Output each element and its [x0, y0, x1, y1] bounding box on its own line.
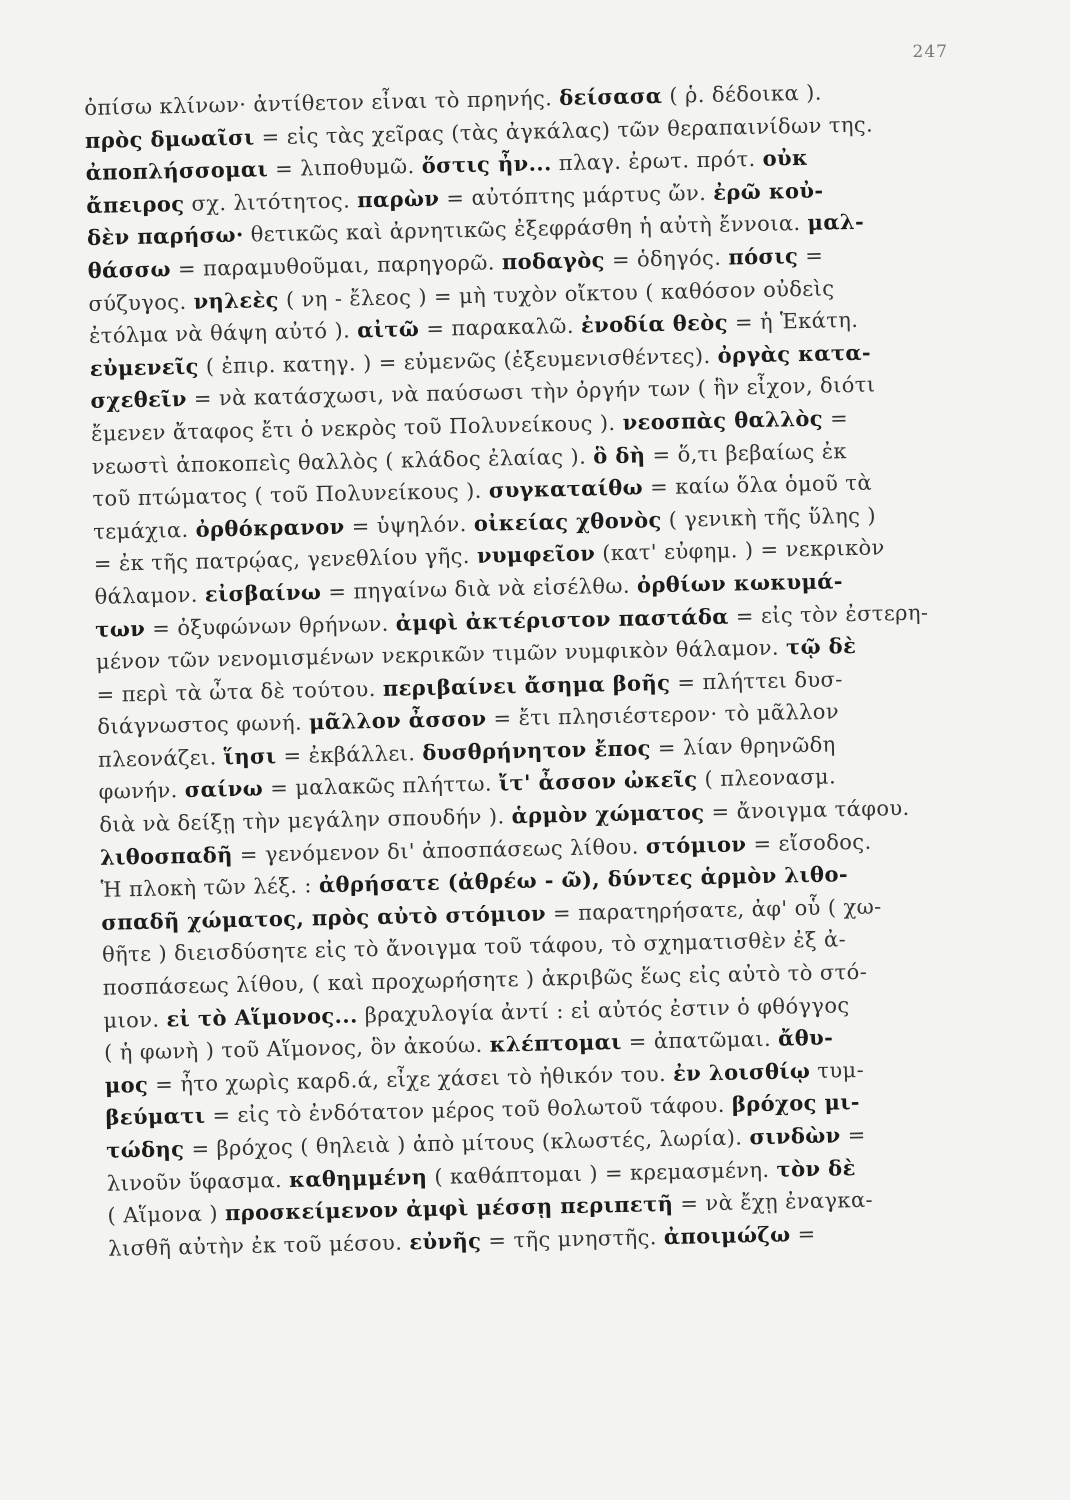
gloss-text: ( καθάπτομαι ) = κρεμασμένη.: [426, 1157, 777, 1189]
gloss-text: = πλήττει δυσ-: [670, 666, 844, 695]
gloss-text: φωνήν.: [98, 778, 185, 805]
lemma-term: ἐρῶ κοὐ-: [712, 177, 824, 205]
gloss-text: = ἡ Ἑκάτη.: [727, 307, 859, 335]
lemma-term: αἰτῶ: [356, 316, 420, 343]
lemma-term: προσκείμενον ἀμφὶ μέσσῃ περιπετῆ: [224, 1191, 674, 1226]
gloss-text: = λίαν θρηνῶδη: [650, 732, 836, 761]
lemma-term: δὲν παρήσω·: [86, 222, 244, 251]
lemma-term: παρὼν: [356, 185, 440, 213]
gloss-text: = τῆς μνηστῆς.: [481, 1224, 665, 1253]
gloss-text: = μαλακῶς πλήττω.: [262, 771, 500, 801]
gloss-text: μένον τῶν νενομισμένων νεκρικῶν τιμῶν νυμφικὸν θάλαμον.: [95, 635, 787, 674]
lemma-term: καθημμένη: [288, 1163, 428, 1192]
lemma-term: ἀποπλήσσομαι: [85, 156, 269, 186]
lemma-term: ὀργὰς κατα-: [717, 339, 872, 368]
lemma-term: ἀθρήσατε (ἀθρέω - ῶ), δύντες ἁρμὸν λιθο-: [318, 861, 849, 898]
gloss-text: βραχυλογία ἀντί : εἰ αὐτός ἐστιν ὁ φθόγγος: [357, 992, 850, 1028]
lemma-term: τῷ δὲ: [785, 633, 857, 660]
lemma-term: βεύματι: [105, 1103, 206, 1131]
lemma-term: ὅστις ἦν...: [421, 150, 552, 179]
gloss-text: ( ἐπιρ. κατηγ. ) = εὐμενῶς (ἐξευμενισθέντες).: [198, 343, 718, 379]
lemma-term: δείσασα: [558, 82, 663, 111]
gloss-text: σύζυγος.: [88, 289, 194, 316]
gloss-text: = παραμυθοῦμαι, παρηγορῶ.: [170, 250, 503, 282]
lemma-term: ἄπειρος: [86, 190, 185, 218]
gloss-text: = ὑψηλόν.: [344, 511, 475, 539]
lemma-term: οἰκείας χθονὸς: [473, 506, 662, 536]
gloss-text: = περὶ τὰ ὦτα δὲ τούτου.: [96, 676, 384, 707]
lemma-term: εὐμενεῖς: [89, 353, 199, 381]
lemma-term: ποδαγὸς: [501, 247, 606, 275]
lemma-term: σχεθεῖν: [90, 386, 188, 414]
gloss-text: τοῦ πτώματος ( τοῦ Πολυνείκους ).: [92, 478, 490, 512]
lemma-term: τώδης: [105, 1136, 185, 1163]
gloss-text: ( ῥ. δέδοικα ).: [662, 80, 823, 108]
lemma-term: ὀρθόκρανον: [195, 513, 345, 542]
gloss-text: ( πλεονασμ.: [697, 764, 837, 792]
gloss-text: μιον.: [103, 1007, 167, 1033]
gloss-text: = ὁδηγός.: [604, 245, 729, 273]
gloss-text: λινοῦν ὕφασμα.: [106, 1167, 290, 1196]
gloss-text: ἐτόλμα νὰ θάψη αὐτό ).: [88, 318, 358, 349]
gloss-text: ποσπάσεως λίθου, ( καὶ προχωρήσητε ) ἀκριβῶς ἕως εἰς αὐτὸ τὸ στό-: [102, 959, 868, 1000]
gloss-text: = νὰ ἔχῃ ἐναγκα-: [673, 1187, 874, 1217]
gloss-text: τεμάχια.: [92, 517, 196, 544]
gloss-text: = ἐκβάλλει.: [276, 740, 423, 768]
lemma-term: ὃ δὴ: [592, 441, 646, 468]
lemma-term: ἐν λοισθίῳ: [672, 1057, 811, 1086]
lemma-term: ἀμφὶ ἀκτέριστον παστάδα: [395, 603, 730, 636]
lemma-term: τὸν δὲ: [776, 1154, 856, 1182]
gloss-text: διάγνωστος φωνή.: [97, 710, 310, 740]
gloss-text: τυμ-: [810, 1057, 865, 1083]
gloss-text: = νὰ κατάσχωσι, νὰ παύσωσι τὴν ὀργήν των ( ἣν εἶχον, διότι: [186, 372, 876, 412]
lemma-term: ὀρθίων κωκυμά-: [636, 568, 844, 598]
gloss-text: =: [822, 406, 849, 431]
gloss-text: = εἰς τὸ ἐνδότατον μέρος τοῦ θολωτοῦ τάφου.: [205, 1093, 733, 1129]
lemma-term: βρόχος μι-: [731, 1089, 861, 1118]
lemma-term: σπαδῆ χώματος, πρὸς αὐτὸ στόμιον: [101, 900, 547, 935]
gloss-text: = αὐτόπτης μάρτυς ὤν.: [439, 180, 714, 211]
gloss-text: σχ. λιτότητος.: [184, 188, 358, 216]
gloss-text: = ἦτο χωρὶς καρδ.ά, εἶχε χάσει τὸ ἠθικόν του.: [147, 1061, 674, 1097]
gloss-text: = εἰς τὸν ἐστερη-: [728, 599, 929, 629]
gloss-text: πλαγ. ἐρωτ. πρότ.: [551, 146, 763, 176]
gloss-text: ἔμενεν ἄταφος ἔτι ὁ νεκρὸς τοῦ Πολυνείκους ).: [90, 410, 623, 446]
lemma-term: περιβαίνει ἄσημα βοῆς: [382, 669, 671, 701]
gloss-text: = ἔτι πλησιέστερον· τὸ μᾶλλον: [486, 699, 840, 731]
lemma-term: ἵησι: [223, 742, 277, 770]
lemma-term: συγκαταίθω: [488, 474, 644, 503]
gloss-text: ὀπίσω κλίνων· ἀντίθετον εἶναι τὸ πρηνής.: [84, 86, 560, 120]
lemma-term: μᾶλλον ἆσσον: [308, 705, 487, 735]
gloss-text: θάλαμον.: [94, 582, 206, 609]
lemma-term: σαίνω: [184, 775, 264, 803]
gloss-text: = ἀπατῶμαι.: [621, 1026, 779, 1055]
lemma-term: ἁρμὸν χώματος: [511, 799, 705, 829]
lemma-term: στόμιον: [645, 830, 747, 859]
lemma-term: των: [94, 615, 146, 642]
gloss-text: = παρακαλῶ.: [418, 313, 582, 342]
lemma-term: κλέπτομαι: [489, 1029, 622, 1057]
lemma-term: μαλ-: [807, 209, 865, 236]
gloss-text: = βρόχος ( θηλειὰ ) ἀπὸ μίτους (κλωστές, λωρία).: [184, 1125, 750, 1162]
gloss-text: (κατ' εὐφημ. ) = νεκρικὸν: [594, 535, 885, 566]
lemma-term: πόσις: [728, 243, 799, 270]
gloss-text: = πηγαίνω διὰ νὰ εἰσέλθω.: [321, 573, 638, 605]
gloss-text: Ἡ πλοκὴ τῶν λέξ. :: [100, 873, 320, 903]
lemma-term: δυσθρήνητον ἔπος: [422, 735, 652, 765]
page-number: 247: [912, 42, 948, 62]
lemma-term: εἰ τὸ Αἵμονος...: [166, 1002, 358, 1032]
lemma-term: σινδὼν: [749, 1122, 841, 1150]
gloss-text: = ὅ,τι βεβαίως ἐκ: [645, 438, 848, 467]
gloss-text: νεωστὶ ἀποκοπεὶς θαλλὸς ( κλάδος ἐλαίας ).: [91, 443, 594, 479]
lemma-term: νεοσπὰς θαλλὸς: [622, 405, 824, 435]
gloss-text: =: [797, 243, 824, 269]
lemma-term: πρὸς δμωαῖσι: [84, 124, 255, 153]
lemma-term: εὐνῆς: [409, 1227, 482, 1255]
lemma-term: ἀποιμώζω: [663, 1221, 791, 1249]
gloss-text: = ὀξυφώνων θρήνων.: [144, 611, 397, 641]
lemma-term: νηλεὲς: [193, 286, 280, 314]
gloss-text: θετικῶς καὶ ἀρνητικῶς ἐξεφράσθη ἡ αὐτὴ ἔννοια.: [243, 211, 808, 248]
lemma-term: λιθοσπαδῆ: [99, 841, 234, 870]
gloss-text: =: [790, 1221, 816, 1247]
gloss-text: = εἴσοδος.: [746, 829, 872, 856]
lemma-term: ἄθυ-: [777, 1024, 834, 1051]
gloss-text: = ἐκ τῆς πατρῴας, γενεθλίου γῆς.: [93, 544, 478, 577]
lemma-term: εἰσβαίνω: [204, 579, 322, 607]
lemma-term: θάσσω: [87, 256, 172, 283]
gloss-text: = εἰς τὰς χεῖρας (τὰς ἀγκάλας) τῶν θεραπαινίδων της.: [254, 112, 874, 150]
gloss-text: = λιποθυμῶ.: [267, 154, 422, 182]
commentary-text: [84, 74, 976, 1265]
gloss-text: ( γενικὴ τῆς ὕλης ): [661, 503, 877, 532]
gloss-text: = γενόμενον δι' ἀποσπάσεως λίθου.: [232, 834, 647, 867]
lemma-term: μος: [104, 1071, 149, 1098]
gloss-text: = ἄνοιγμα τάφου.: [704, 795, 910, 825]
gloss-text: ( νη - ἔλεος ) = μὴ τυχὸν οἴκτου ( καθόσον οὐδεὶς: [278, 275, 835, 312]
lemma-term: νυμφεῖον: [476, 540, 596, 569]
gloss-text: ( ἡ φωνὴ ) τοῦ Αἵμονος, ὃν ἀκούω.: [103, 1032, 490, 1066]
gloss-text: θῆτε ) διεισδύσητε εἰς τὸ ἄνοιγμα τοῦ τάφου, τὸ σχηματισθὲν ἐξ ἀ-: [101, 927, 847, 968]
gloss-text: =: [840, 1122, 866, 1148]
gloss-text: = καίω ὅλα ὁμοῦ τὰ: [642, 470, 873, 500]
gloss-text: πλεονάζει.: [97, 745, 225, 772]
gloss-text: ( Αἵμονα ): [107, 1201, 226, 1228]
lemma-term: οὐκ: [762, 145, 809, 171]
lemma-term: ἐνοδία θεὸς: [580, 309, 729, 338]
gloss-text: = παρατηρήσατε, ἀφ' οὗ ( χω-: [545, 894, 882, 926]
lemma-term: ἴτ' ἆσσον ὠκεῖς: [498, 766, 698, 796]
gloss-text: διὰ νὰ δείξῃ τὴν μεγάλην σπουδήν ).: [99, 804, 512, 837]
gloss-text: λισθῆ αὐτὴν ἐκ τοῦ μέσου.: [107, 1230, 410, 1261]
